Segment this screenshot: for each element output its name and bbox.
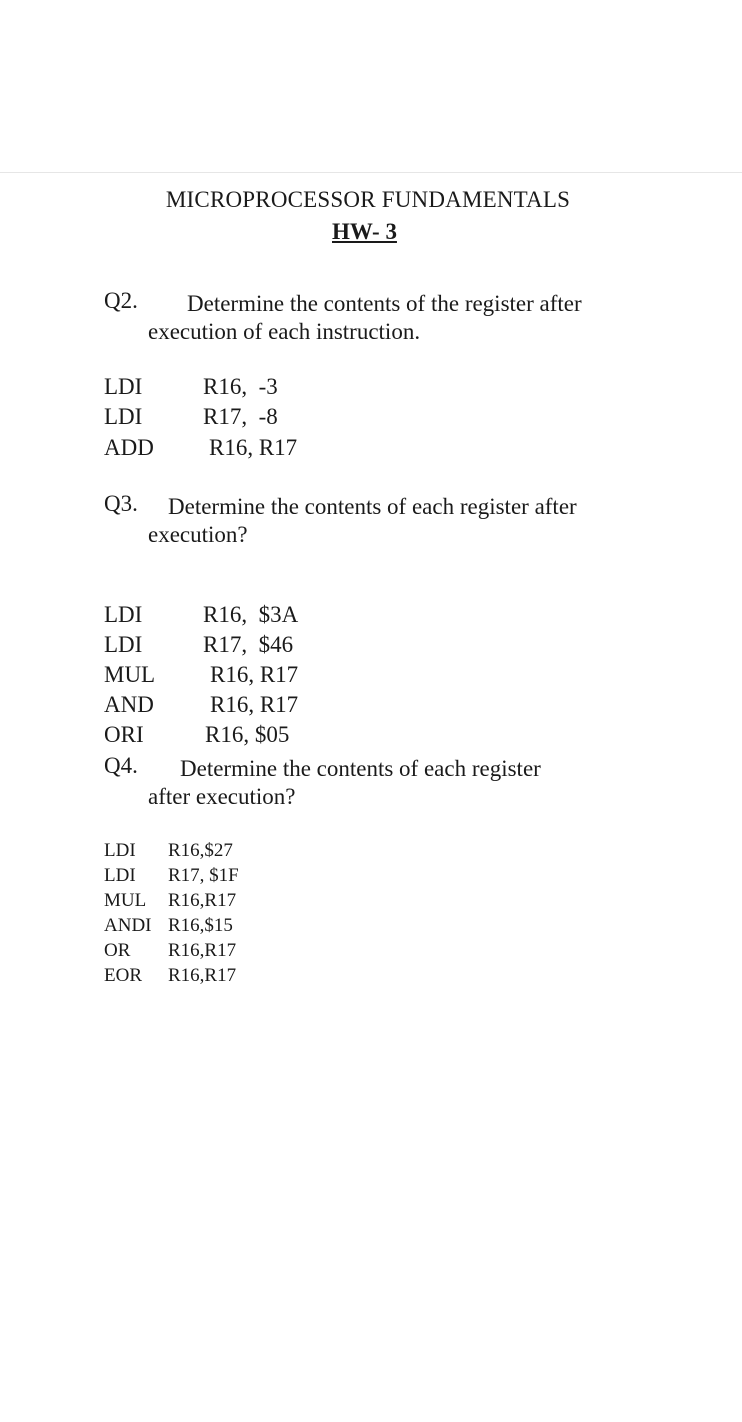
q3-question-line1: Determine the contents of each register after [168, 494, 577, 519]
instruction-operands: R16,R17 [168, 890, 237, 911]
q4-question-line1: Determine the contents of each register [180, 756, 541, 781]
q3-code-line [104, 602, 404, 632]
q2-question-line1: Determine the contents of the register after [187, 291, 582, 316]
q3-label: Q3. [104, 491, 138, 516]
instruction-operands: R16,R17 [168, 940, 237, 961]
q3-code-line [104, 722, 404, 752]
q4-code-line [104, 865, 354, 890]
q4-code-line [104, 965, 354, 990]
q3-code-line [104, 662, 404, 692]
q2-code-line [104, 374, 404, 404]
document-title: MICROPROCESSOR FUNDAMENTALS [165, 187, 571, 212]
instruction-operands: R17, $46 [203, 632, 294, 657]
q3-question-line2: execution? [148, 522, 248, 547]
instruction-opcode: ADD [104, 435, 154, 460]
blank-header-area [0, 0, 742, 173]
q2-code-line [104, 435, 404, 465]
q4-code-line [104, 890, 354, 915]
instruction-operands: R17, $1F [168, 865, 239, 886]
q4-question-line2: after execution? [148, 784, 296, 809]
instruction-opcode: LDI [104, 632, 143, 657]
instruction-operands: R16, $3A [203, 602, 299, 627]
instruction-opcode: ORI [104, 722, 144, 747]
instruction-operands: R17, -8 [203, 404, 278, 429]
instruction-operands: R16,$15 [168, 915, 233, 936]
q2-question-line2: execution of each instruction. [148, 319, 421, 344]
instruction-opcode: LDI [104, 865, 136, 886]
instruction-operands: R16, R17 [210, 692, 299, 717]
instruction-opcode: LDI [104, 602, 143, 627]
q2-code-line [104, 404, 404, 434]
instruction-operands: R16,R17 [168, 965, 237, 986]
instruction-opcode: EOR [104, 965, 142, 986]
instruction-operands: R16,$27 [168, 840, 233, 861]
q2-label: Q2. [104, 288, 138, 313]
instruction-opcode: MUL [104, 890, 147, 911]
q3-code-line [104, 692, 404, 722]
q3-code-line [104, 632, 404, 662]
document-subtitle: HW- 3 [332, 219, 397, 244]
q4-code-line [104, 840, 354, 865]
instruction-opcode: AND [104, 692, 154, 717]
instruction-operands: R16, R17 [210, 662, 299, 687]
q4-code-line [104, 915, 354, 940]
q4-code-line [104, 940, 354, 965]
instruction-opcode: ANDI [104, 915, 152, 936]
instruction-opcode: LDI [104, 374, 143, 399]
instruction-operands: R16, R17 [209, 435, 298, 460]
instruction-operands: R16, $05 [205, 722, 290, 747]
instruction-opcode: OR [104, 940, 131, 961]
instruction-opcode: LDI [104, 404, 143, 429]
instruction-operands: R16, -3 [203, 374, 278, 399]
instruction-opcode: MUL [104, 662, 156, 687]
instruction-opcode: LDI [104, 840, 136, 861]
q4-label: Q4. [104, 753, 138, 778]
